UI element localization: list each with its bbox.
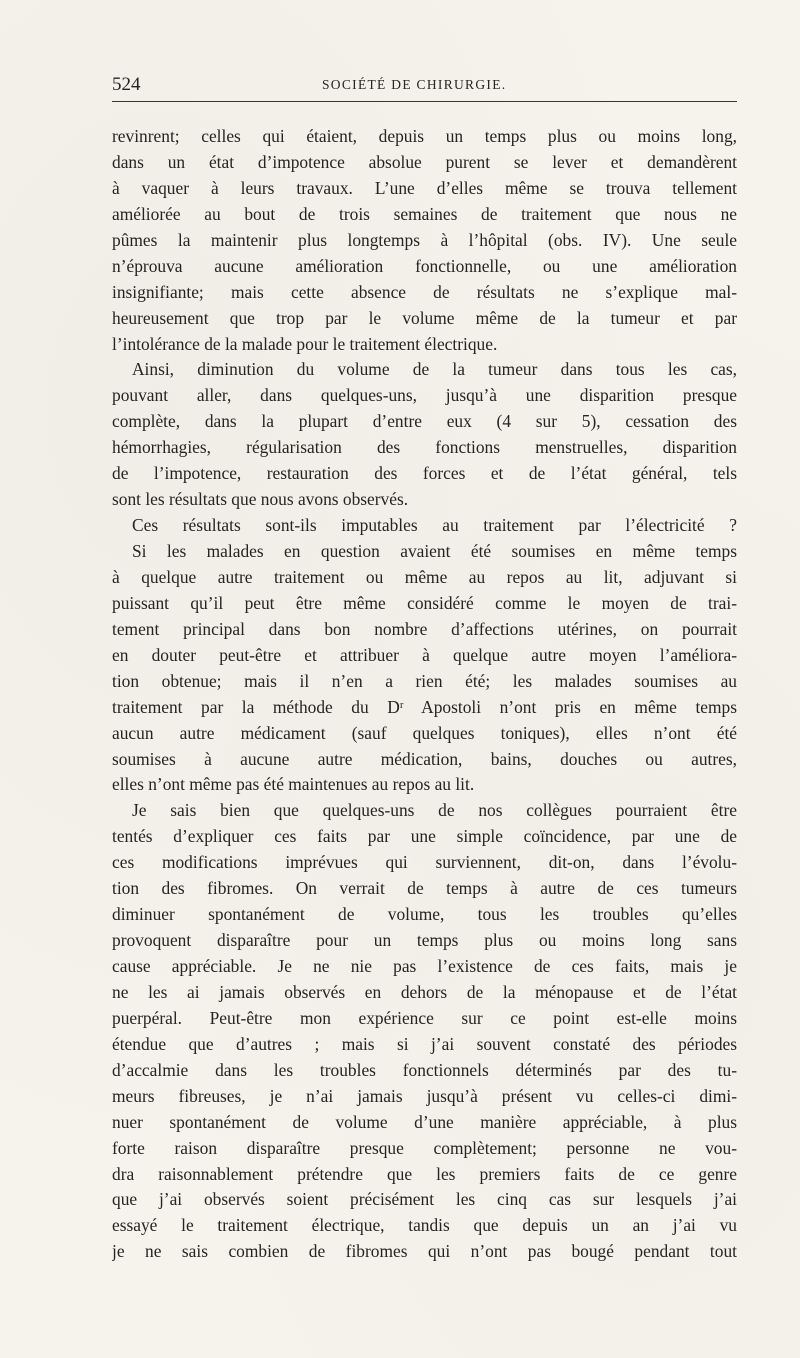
text-line: améliorée au bout de trois semaines de traitement que nous ne [112, 203, 737, 224]
text-line: sont les résultats que nous avons observés. [112, 489, 409, 510]
text-line: diminuer spontanément de volume, tous les troubles qu’elles [112, 904, 737, 925]
text-line: cause appréciable. Je ne nie pas l’existence de ces faits, mais je [112, 956, 737, 976]
text-line: pouvant aller, dans quelques-uns, jusqu’à une disparition presque [112, 385, 737, 406]
text-line: Ces résultats sont-ils imputables au traitement par l’électricité ? [132, 515, 737, 536]
text-line: forte raison disparaître presque complètement; personne ne vou- [112, 1137, 737, 1158]
text-line: complète, dans la plupart d’entre eux (4 sur 5), cessation des [112, 411, 737, 432]
text-line: l’intolérance de la malade pour le traitement électrique. [112, 333, 498, 354]
text-line: insignifiante; mais cette absence de résultats ne s’explique mal- [112, 281, 737, 302]
text-line: elles n’ont même pas été maintenues au repos au lit. [112, 774, 475, 795]
page-header [112, 74, 737, 100]
text-line: à vaquer à leurs travaux. L’une d’elles même se trouva tellement [112, 177, 737, 198]
text-line: traitement par la méthode du Dʳ Apostoli n’ont pris en même temps [112, 696, 737, 717]
text-line: meurs fibreuses, je n’ai jamais jusqu’à présent vu celles-ci dimi- [112, 1085, 737, 1106]
text-line: pûmes la maintenir plus longtemps à l’hôpital (obs. IV). Une seule [112, 229, 737, 250]
text-line: nuer spontanément de volume d’une manière appréciable, à plus [112, 1111, 737, 1132]
text-line: dra raisonnablement prétendre que les premiers faits de ce genre [112, 1163, 737, 1184]
text-line: hémorrhagies, régularisation des fonctions menstruelles, disparition [112, 437, 737, 458]
text-line: puissant qu’il peut être même considéré comme le moyen de trai- [112, 592, 737, 613]
text-line: je ne sais combien de fibromes qui n’ont pas bougé pendant tout [112, 1241, 737, 1262]
text-line: n’éprouva aucune amélioration fonctionnelle, ou une amélioration [112, 255, 737, 276]
text-line: que j’ai observés soient précisément les cinq cas sur lesquels j’ai [112, 1189, 737, 1210]
text-line: à quelque autre traitement ou même au repos au lit, adjuvant si [112, 566, 737, 587]
text-line: tement principal dans bon nombre d’affections utérines, on pourrait [112, 618, 737, 639]
text-line: heureusement que trop par le volume même de la tumeur et par [112, 307, 737, 328]
text-line: aucun autre médicament (sauf quelques toniques), elles n’ont été [112, 722, 737, 743]
text-line: étendue que d’autres ; mais si j’ai souvent constaté des périodes [112, 1033, 737, 1054]
text-line: soumises à aucune autre médication, bains, douches ou autres, [112, 748, 737, 769]
text-line: ne les ai jamais observés en dehors de la ménopause et de l’état [112, 981, 737, 1002]
text-line: d’accalmie dans les troubles fonctionnels déterminés par des tu- [112, 1059, 737, 1080]
text-line: revinrent; celles qui étaient, depuis un temps plus ou moins long, [112, 126, 737, 146]
page-number: 524 [112, 74, 141, 95]
text-line: puerpéral. Peut-être mon expérience sur ce point est-elle moins [112, 1007, 737, 1028]
text-line: tion obtenue; mais il n’en a rien été; les malades soumises au [112, 670, 737, 691]
text-line: de l’impotence, restauration des forces et de l’état général, tels [112, 463, 737, 484]
running-title: SOCIÉTÉ DE CHIRURGIE. [322, 77, 507, 92]
text-line: tion des fibromes. On verrait de temps à autre de ces tumeurs [112, 878, 737, 899]
body-text [112, 124, 737, 1265]
text-line: provoquent disparaître pour un temps plus ou moins long sans [112, 930, 737, 951]
text-line: ces modifications imprévues qui surviennent, dit-on, dans l’évolu- [112, 852, 737, 873]
text-line: en douter peut-être et attribuer à quelque autre moyen l’améliora- [112, 644, 737, 665]
text-line: tentés d’expliquer ces faits par une simple coïncidence, par une de [112, 826, 737, 847]
text-line: essayé le traitement électrique, tandis que depuis un an j’ai vu [112, 1215, 737, 1236]
text-line: Ainsi, diminution du volume de la tumeur dans tous les cas, [132, 359, 737, 380]
text-line: dans un état d’impotence absolue purent se lever et demandèrent [112, 151, 737, 172]
text-line: Si les malades en question avaient été soumises en même temps [132, 541, 737, 561]
header-rule [112, 101, 737, 102]
text-line: Je sais bien que quelques-uns de nos collègues pourraient être [132, 800, 737, 821]
